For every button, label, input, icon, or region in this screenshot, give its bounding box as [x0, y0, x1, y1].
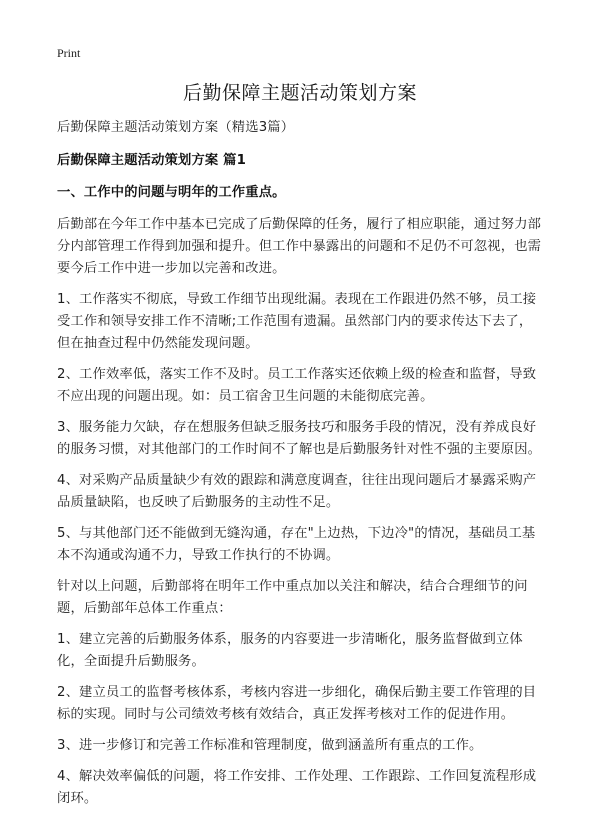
paragraph-issue-5: 5、与其他部门还不能做到无缝沟通，存在"上边热，下边冷"的情况，基础员工基本不沟通或沟通不力，导致工作执行的不协调。: [57, 526, 536, 563]
paragraph-issue-2: 2、工作效率低，落实工作不及时。员工工作落实还依赖上级的检查和监督，导致不应出现的问题出现。如：员工宿舍卫生问题的未能彻底完善。: [57, 367, 537, 404]
paragraph-focus-3: 3、进一步修订和完善工作标准和管理制度，做到涵盖所有重点的工作。: [57, 738, 483, 753]
section-heading: 后勤保障主题活动策划方案 篇1: [57, 153, 246, 168]
paragraph-issue-4: 4、对采购产品质量缺少有效的跟踪和满意度调查，往往出现问题后才暴露采购产品质量缺陷，也反映了后勤服务的主动性不足。: [57, 473, 537, 510]
document-subtitle: 后勤保障主题活动策划方案（精选3篇）: [57, 120, 295, 135]
paragraph-focus-1: 1、建立完善的后勤服务体系，服务的内容要进一步清晰化，服务监督做到立体化，全面提升后勤服务。: [57, 632, 523, 669]
part-heading: 一、工作中的问题与明年的工作重点。: [57, 185, 286, 200]
document-title: 后勤保障主题活动策划方案: [182, 82, 417, 104]
print-label: Print: [57, 46, 81, 60]
paragraph-issue-3: 3、服务能力欠缺，存在想服务但缺乏服务技巧和服务手段的情况，没有养成良好的服务习惯，对其他部门的工作时间不了解也是后勤服务针对性不强的主要原因。: [57, 420, 542, 457]
paragraph-issue-1: 1、工作落实不彻底，导致工作细节出现纰漏。表现在工作跟进仍然不够，员工接受工作和领导安排工作不清晰;工作范围有遗漏。虽然部门内的要求传达下去了，但在抽查过程中仍然能发现问题。: [57, 292, 537, 351]
paragraph-focus-4: 4、解决效率偏低的问题，将工作安排、工作处理、工作跟踪、工作回复流程形成闭环。: [57, 769, 537, 806]
paragraph-intro: 后勤部在今年工作中基本已完成了后勤保障的任务，履行了相应职能，通过努力部分内部管理工作得到加强和提升。但工作中暴露出的问题和不足仍不可忽视，也需要今后工作中进一步加以完善和改进。: [57, 217, 542, 276]
paragraph-focus-intro: 针对以上问题，后勤部将在明年工作中重点加以关注和解决，结合合理细节的问题，后勤部年总体工作重点：: [57, 579, 528, 616]
document-body: [57, 117, 542, 819]
paragraph-focus-2: 2、建立员工的监督考核体系，考核内容进一步细化，确保后勤主要工作管理的目标的实现。同时与公司绩效考核有效结合，真正发挥考核对工作的促进作用。: [57, 685, 537, 722]
